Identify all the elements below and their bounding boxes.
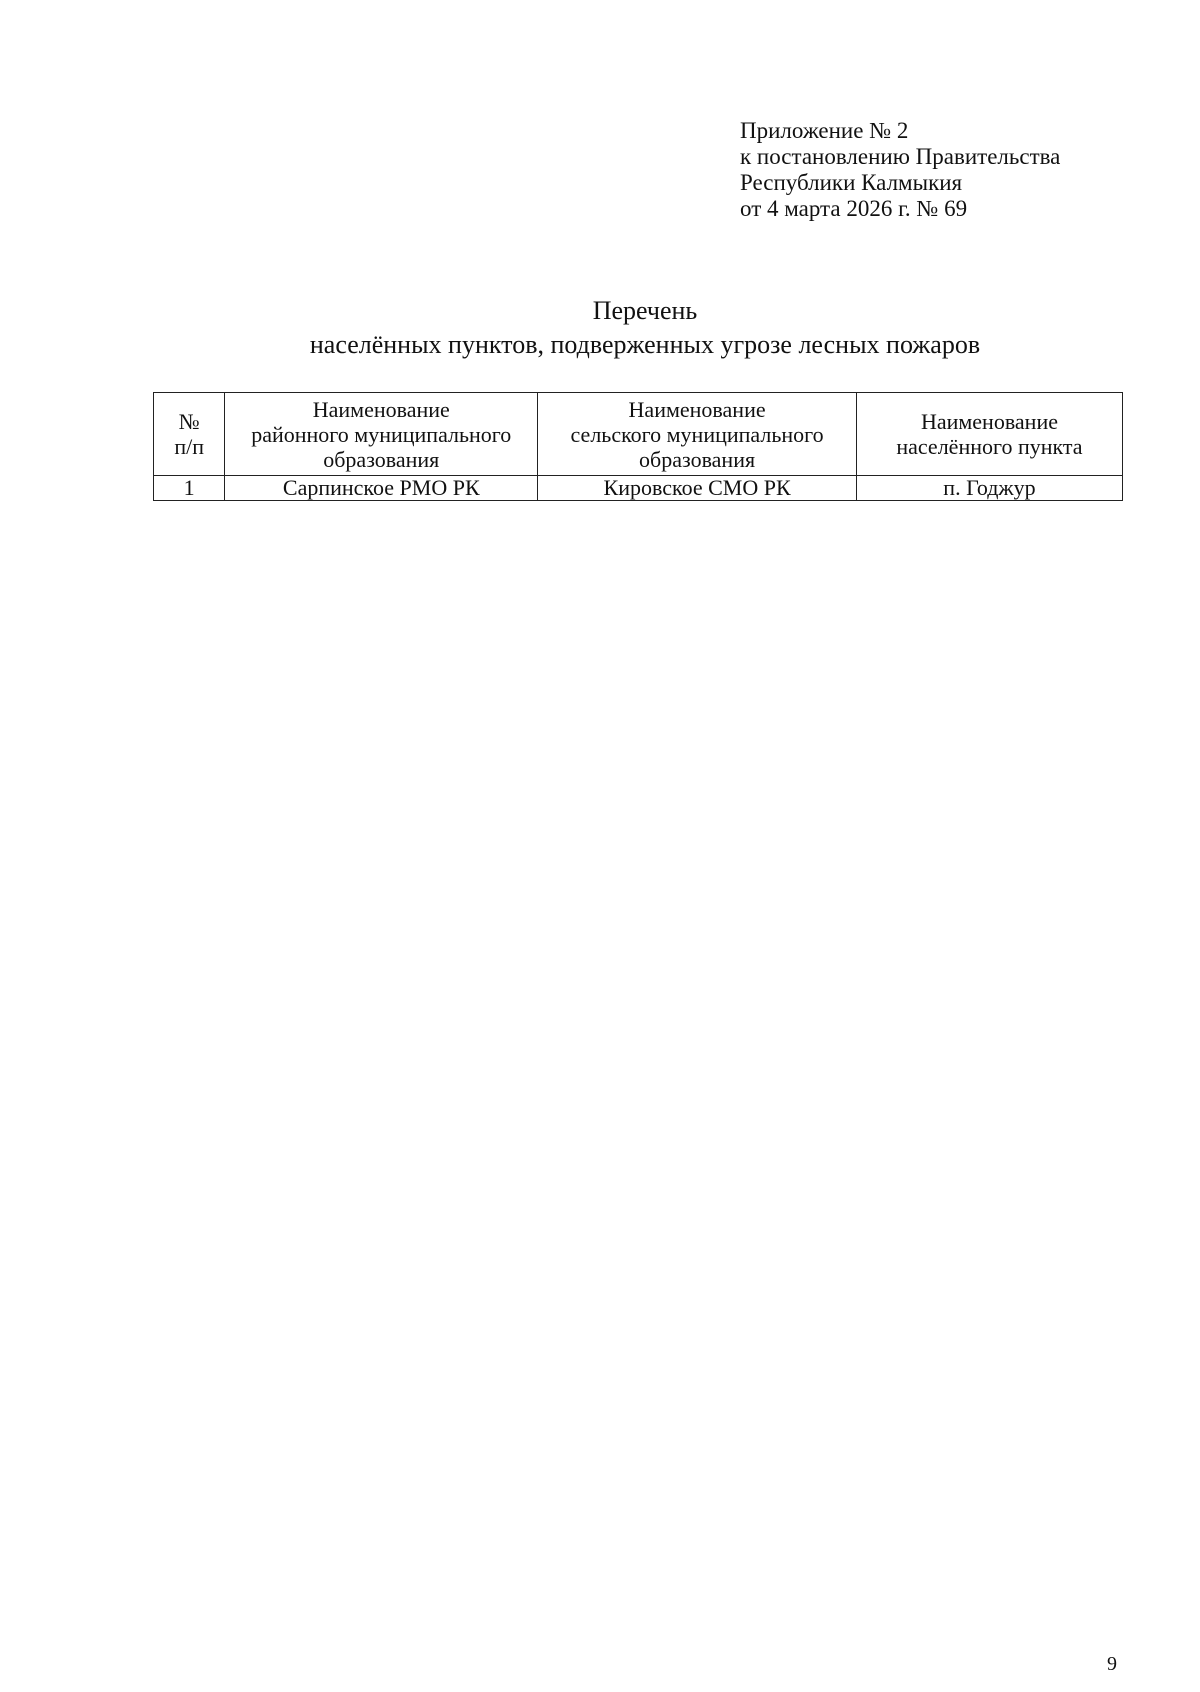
- appendix-line: к постановлению Правительства: [740, 144, 1061, 169]
- header-line: Наименование: [628, 396, 766, 422]
- table-header-row: [154, 393, 1123, 476]
- cell-settlement: п. Годжур: [856, 476, 1122, 501]
- page-number: 9: [1107, 1653, 1117, 1675]
- header-line: №: [178, 409, 200, 434]
- appendix-note: [740, 118, 1060, 222]
- header-line: районного муниципального: [251, 421, 512, 447]
- header-line: Наименование: [920, 409, 1058, 434]
- column-header-number: [154, 393, 225, 476]
- header-line: сельского муниципального: [570, 421, 824, 447]
- column-header-district: [225, 393, 538, 476]
- appendix-line: Приложение № 2: [740, 118, 909, 143]
- document-title: Перечень: [592, 296, 698, 325]
- document-subtitle: населённых пунктов, подверженных угрозе лесных пожаров: [309, 330, 981, 359]
- header-line: п/п: [174, 434, 204, 459]
- cell-district: Сарпинское РМО РК: [225, 476, 538, 501]
- column-header-rural: [538, 393, 857, 476]
- settlements-table: [153, 392, 1123, 501]
- cell-number: 1: [154, 476, 225, 501]
- column-header-settlement: [856, 393, 1122, 476]
- cell-rural: Кировское СМО РК: [538, 476, 857, 501]
- header-line: населённого пункта: [896, 434, 1083, 459]
- appendix-line: Республики Калмыкия: [740, 170, 963, 195]
- header-line: образования: [639, 446, 756, 472]
- appendix-line: от 4 марта 2026 г. № 69: [740, 196, 968, 221]
- header-line: Наименование: [312, 396, 450, 422]
- header-line: образования: [323, 446, 440, 472]
- table-row: [154, 476, 1123, 501]
